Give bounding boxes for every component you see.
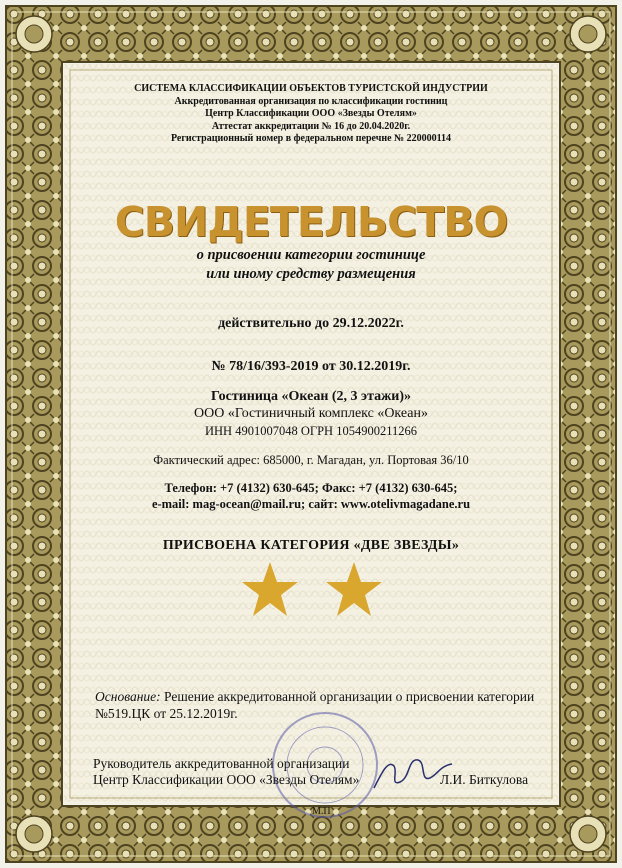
issuer-header xyxy=(80,83,542,146)
stamp-place-label: М.П xyxy=(312,806,331,817)
head-of-organization xyxy=(93,756,359,788)
certificate-title: СВИДЕТЕЛЬСТВО xyxy=(114,198,508,246)
hotel-name: Гостиница «Океан (2, 3 этажи)» xyxy=(210,389,412,404)
subtitle-line-2: или иному средству размещения xyxy=(206,266,416,282)
subtitle-line-1: о присвоении категории гостинице xyxy=(196,247,426,263)
category-stars xyxy=(240,560,400,620)
company-name: ООО «Гостиничный комплекс «Океан» xyxy=(194,406,428,421)
hotel-phones: Телефон: +7 (4132) 630-645; Факс: +7 (4132) 630-645; xyxy=(164,481,458,495)
basis-label: Основание: xyxy=(95,689,161,704)
header-line-1: СИСТЕМА КЛАССИФИКАЦИИ ОБЪЕКТОВ ТУРИСТСКОЙ ИНДУСТРИИ xyxy=(134,83,488,94)
certificate-subtitle xyxy=(80,246,542,284)
head-line-2: Центр Классификации ООО «Звезды Отелям» xyxy=(93,772,360,787)
header-line-4: Аттестат аккредитации № 16 до 20.04.2020г. xyxy=(211,120,411,132)
star-icon xyxy=(326,562,382,616)
signer-name: Л.И. Биткулова xyxy=(440,772,529,787)
certificate-number: № 78/16/393-2019 от 30.12.2019г. xyxy=(211,359,411,374)
header-line-5: Регистрационный номер в федеральном перечне № 220000114 xyxy=(170,133,452,144)
category-assigned: ПРИСВОЕНА КАТЕГОРИЯ «ДВЕ ЗВЕЗДЫ» xyxy=(162,538,460,553)
valid-until: действительно до 29.12.2022г. xyxy=(218,316,404,331)
star-icon xyxy=(242,562,298,616)
hotel-email-site: e-mail: mag-ocean@mail.ru; сайт: www.otelivmagadane.ru xyxy=(151,497,471,511)
head-line-1: Руководитель аккредитованной организации xyxy=(93,756,350,771)
header-line-3: Центр Классификации ООО «Звезды Отелям» xyxy=(205,108,417,119)
company-ids: ИНН 4901007048 ОГРН 1054900211266 xyxy=(205,424,417,438)
header-line-2: Аккредитованная организация по классификации гостиниц xyxy=(174,95,448,107)
hotel-address: Фактический адрес: 685000, г. Магадан, ул. Портовая 36/10 xyxy=(153,453,469,467)
basis-decision: Решение аккредитованной организации о присвоении категории №519.ЦК от 25.12.2019г. xyxy=(95,689,535,721)
hotel-contacts xyxy=(80,480,542,512)
